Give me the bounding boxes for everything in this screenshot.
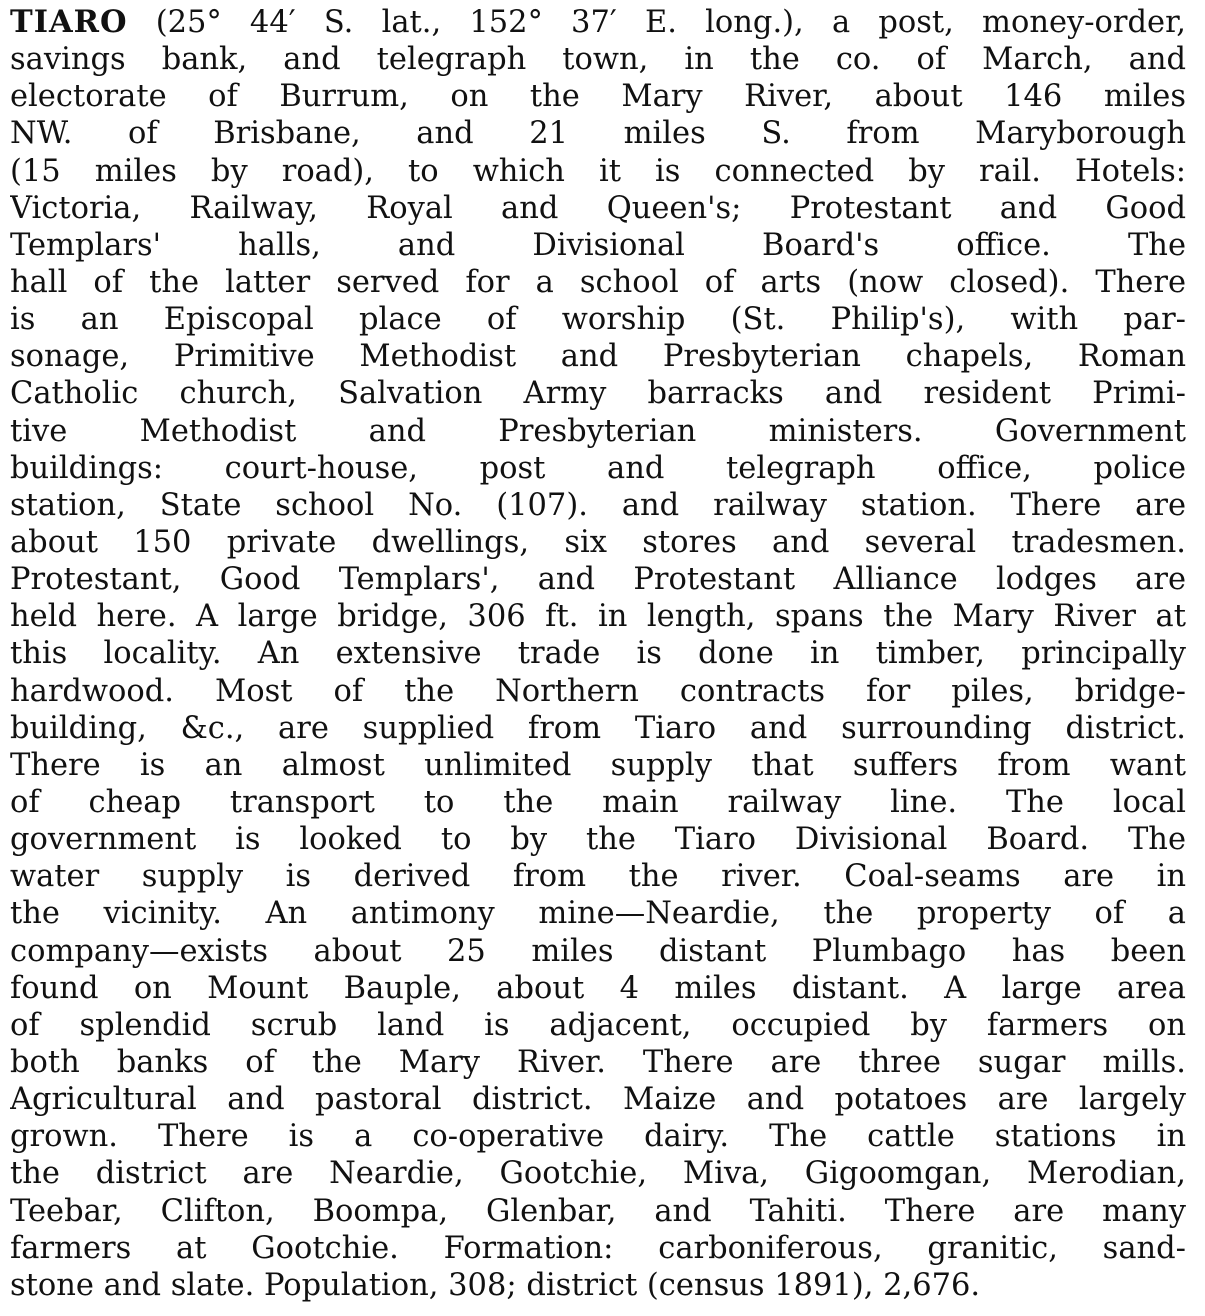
entry-line-1-text: (25° 44′ S. lat., 152° 37′ E. long.), a post, money-order, [127,5,1186,40]
entry-headword: TIARO [10,4,128,40]
entry-line-35: stone and slate. Population, 308; district (census 1891), 2,676. [10,1267,981,1303]
entry-line-9: is an Episcopal place of worship (St. Philip's), with par- [10,302,1186,338]
entry-line-1 [10,4,1186,41]
entry-line-12: tive Methodist and Presbyterian ministers. Government [10,413,1186,449]
entry-line-28: of splendid scrub land is adjacent, occupied by farmers on [10,1007,1186,1043]
entry-line-14: station, State school No. (107). and railway station. There are [10,487,1186,523]
entry-line-4: NW. of Brisbane, and 21 miles S. from Maryborough [10,116,1186,152]
entry-line-30: Agricultural and pastoral district. Maize and potatoes are largely [10,1082,1186,1118]
entry-line-34: farmers at Gootchie. Formation: carboniferous, granitic, sand- [10,1230,1186,1266]
entry-line-16: Protestant, Good Templars', and Protestant Alliance lodges are [10,562,1186,598]
entry-line-6: Victoria, Railway, Royal and Queen's; Protestant and Good [10,190,1186,226]
entry-line-20: building, &c., are supplied from Tiaro and surrounding district. [10,710,1186,746]
entry-line-33: Teebar, Clifton, Boompa, Glenbar, and Tahiti. There are many [10,1193,1186,1229]
entry-line-32: the district are Neardie, Gootchie, Miva, Gigoomgan, Merodian, [10,1156,1186,1192]
entry-line-27: found on Mount Bauple, about 4 miles distant. A large area [10,970,1186,1006]
entry-line-17: held here. A large bridge, 306 ft. in length, spans the Mary River at [10,599,1186,635]
entry-line-2: savings bank, and telegraph town, in the co. of March, and [10,42,1186,78]
entry-line-25: the vicinity. An antimony mine—Neardie, the property of a [10,896,1186,932]
entry-line-22: of cheap transport to the main railway line. The local [10,784,1186,820]
entry-line-18: this locality. An extensive trade is done in timber, principally [10,636,1186,672]
entry-line-29: both banks of the Mary River. There are three sugar mills. [10,1044,1186,1080]
entry-line-21: There is an almost unlimited supply that suffers from want [10,747,1186,783]
entry-line-23: government is looked to by the Tiaro Divisional Board. The [10,822,1186,858]
entry-line-11: Catholic church, Salvation Army barracks and resident Primi- [10,376,1186,412]
entry-line-8: hall of the latter served for a school of arts (now closed). There [10,264,1186,300]
entry-line-15: about 150 private dwellings, six stores and several tradesmen. [10,524,1186,560]
entry-line-19: hardwood. Most of the Northern contracts for piles, bridge- [10,673,1186,709]
entry-line-24: water supply is derived from the river. Coal-seams are in [10,859,1186,895]
gazetteer-entry [10,4,1186,1304]
entry-line-3: electorate of Burrum, on the Mary River, about 146 miles [10,79,1186,115]
entry-line-31: grown. There is a co-operative dairy. The cattle stations in [10,1119,1186,1155]
entry-line-10: sonage, Primitive Methodist and Presbyterian chapels, Roman [10,339,1186,375]
entry-line-13: buildings: court-house, post and telegraph office, police [10,450,1186,486]
entry-line-5: (15 miles by road), to which it is connected by rail. Hotels: [10,153,1186,189]
entry-line-7: Templars' halls, and Divisional Board's office. The [10,227,1186,263]
entry-line-26: company—exists about 25 miles distant Plumbago has been [10,933,1186,969]
